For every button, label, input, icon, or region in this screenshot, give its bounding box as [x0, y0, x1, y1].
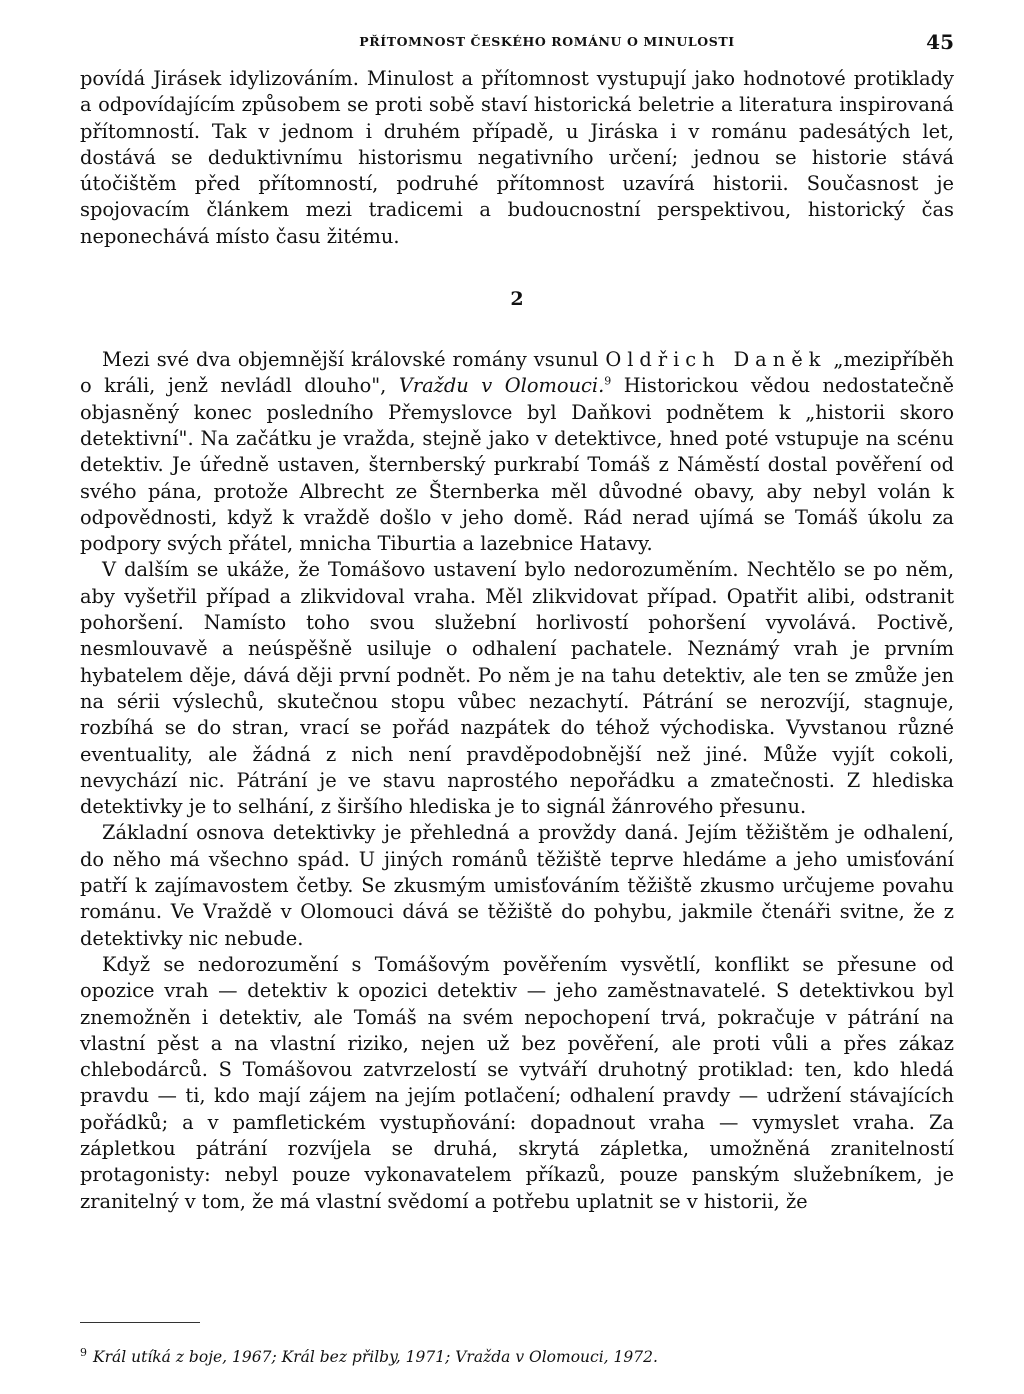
- footnote-reference: 9: [604, 374, 612, 388]
- paragraph-3: V dalším se ukáže, že Tomášovo ustavení bylo nedorozuměním. Nechtělo se po něm, aby vyšetřil případ a zlikvidoval vraha. Měl zlikvidovat případ. Opatřit alibi, odstranit pohoršení. Namísto toho svou služební horlivostí pohoršení vyvolává. Poctivě, nesmlouvavě a neúspěšně usiluje o odhalení pachatele. Neznámý vrah je prvním hybatelem děje, dává ději první podnět. Po něm je na tahu detektiv, ale ten se zmůže jen na sérii výslechů, skutečnou stopu vůbec nezachytí. Pátrání se nerozvíjí, stagnuje, rozbíhá se do stran, vrací se pořád nazpátek do téhož východiska. Vyvstanou různé eventuality, ale žádná z nich není pravděpodobnější než jiné. Může vyjít cokoli, nevychází nic. Pátrání je ve stavu naprostého nepořádku a zmatečnosti. Z hlediska detektivky je to selhání, z širšího hlediska je to signál žánrového přesunu.: [80, 558, 954, 819]
- footnote: [80, 1342, 658, 1368]
- page-number: 45: [926, 30, 954, 54]
- paragraph-2-text-c: Historickou vědou nedostatečně objasněný konec posledního Přemyslovce byl Daňkovi podnětem k „historii skoro detektivní". Na začátku je vražda, stejně jako v detektivce, hned poté vstupuje na scénu detektiv. Je úředně ustaven, šternberský purkrabí Tomáš z Náměstí dostal pověření od svého pána, protože Albrecht ze Šternberka měl důvodné obavy, aby nebyl volán k odpovědnosti, když k vraždě došlo v jeho domě. Rád nerad ujímá se Tomáš úkolu za podpory svých přátel, mnicha Tiburtia a lazebnice Hatavy.: [80, 374, 954, 556]
- paragraph-5: Když se nedorozumění s Tomášovým pověřením vysvětlí, konflikt se přesune od opozice vrah — detektiv k opozici detektiv — jeho zaměstnavatelé. S detektivkou byl znemožněn i detektiv, ale Tomáš na svém nepochopení trvá, pokračuje v pátrání na vlastní pěst a na vlastní riziko, nejen už bez pověření, ale proti vůli a přes zákaz chlebodárců. S Tomášovou zatvrzelostí se vytváří druhotný protiklad: ten, kdo hledá pravdu — ti, kdo mají zájem na jejím potlačení; odhalení pravdy — udržení stávajících pořádků; a v pamfletickém vystupňování: dopadnout vraha — vymyslet vraha. Za zápletkou pátrání rozvíjela se druhá, skrytá zápletka, umožněná zranitelností protagonisty: nebyl pouze vykonavatelem příkazů, pouze panským služebníkem, je zranitelný v tom, že má vlastní svědomí a potřebu uplatnit se v historii, že: [80, 952, 954, 1213]
- paragraph-4: Základní osnova detektivky je přehledná a provždy daná. Jejím těžištěm je odhalení, do něho má všechno spád. U jiných románů těžiště teprve hledáme a jeho umisťování patří k zajímavostem četby. Se zkusmým umisťováním těžiště zkusmo určujeme povahu románu. Ve Vraždě v Olomouci dává se těžiště do pohybu, jakmile čtenáři svitne, že z detektivky nic nebude.: [80, 821, 954, 950]
- paragraph-2-text-a: Mezi své dva objemnější královské romány vsunul: [102, 348, 606, 372]
- footnote-text: Král utíká z boje, 1967; Král bez přilby, 1971; Vražda v Olomouci, 1972.: [93, 1348, 658, 1367]
- paragraph-1: povídá Jirásek idylizováním. Minulost a přítomnost vystupují jako hodnotové protiklady a odpovídajícím způsobem se proti sobě staví historická beletrie a literatura inspirovaná přítomností. Tak v jednom i druhém případě, u Jiráska i v románu padesátých let, dostává se deduktivnímu historismu negativního určení; jednou se historie stává útočištěm před přítomností, podruhé přítomnost uzavírá historii. Současnost je spojovacím článkem mezi tradicemi a budoucnostní perspektivou, historický čas neponechává místo času žitému.: [80, 67, 954, 248]
- body-text: [80, 66, 954, 1215]
- section-number: 2: [510, 288, 524, 311]
- running-head: [80, 22, 954, 66]
- paragraph-2-text-b: „mezipříběh o králi, jenž nevládl dlouho",: [80, 348, 954, 398]
- paragraph-2: [80, 347, 954, 557]
- footnote-mark: 9: [80, 1346, 87, 1359]
- book-page: [80, 22, 954, 1382]
- footnote-divider: [80, 1322, 200, 1323]
- novel-title: Vraždu v Olomouci.: [398, 374, 605, 398]
- author-name: Oldřich Daněk: [605, 348, 827, 372]
- running-title: PŘÍTOMNOST ČESKÉHO ROMÁNU O MINULOSTI: [359, 34, 735, 49]
